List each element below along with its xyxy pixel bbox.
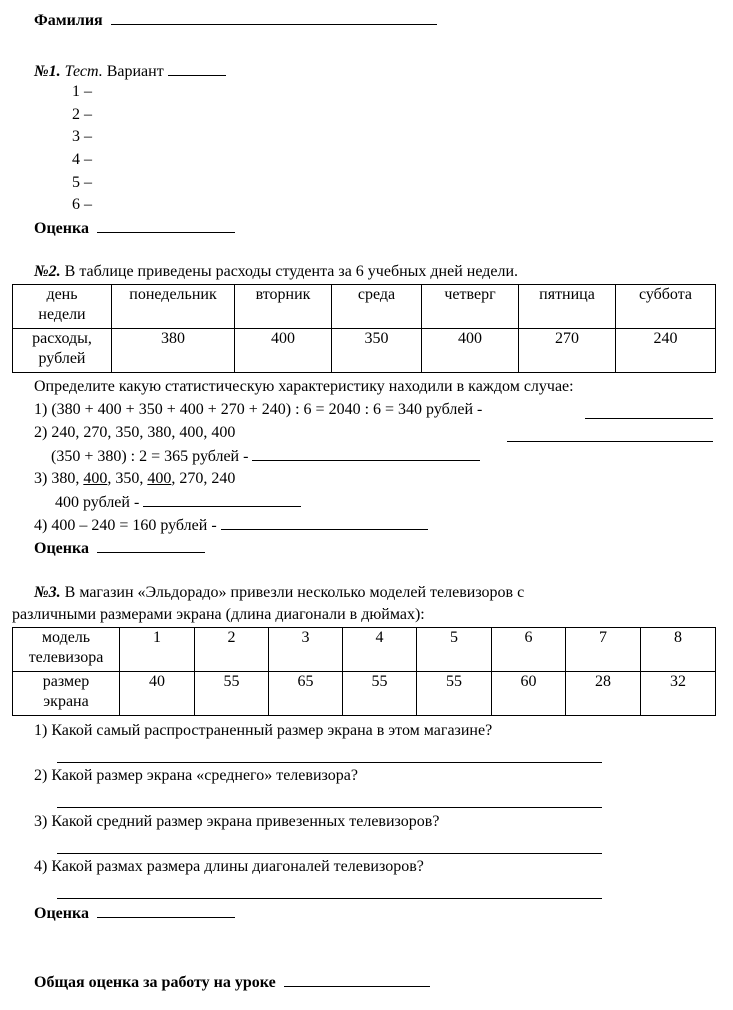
- surname-row: [34, 10, 437, 31]
- task2-intro: В таблице приведены расходы студента за 6 учебных дней недели.: [64, 263, 518, 280]
- task2-line-2: 2) 240, 270, 350, 380, 400, 400: [34, 424, 236, 441]
- overall-grade-row: [34, 972, 430, 993]
- task3-grade-row: [34, 903, 235, 924]
- task2-grade-row: [34, 538, 205, 559]
- task1-item-6: 6 –: [72, 196, 92, 213]
- task3-answer-1-blank[interactable]: [57, 762, 602, 763]
- model-cell-2: 2: [195, 628, 269, 672]
- task3-question-2: 2) Какой размер экрана «среднего» телевизора?: [34, 767, 358, 784]
- model-cell-8: 8: [641, 628, 716, 672]
- task2-answer-4-blank[interactable]: [221, 515, 428, 530]
- task2-answer-2a-blank[interactable]: [507, 441, 713, 442]
- task1-variant-blank[interactable]: [168, 61, 226, 76]
- task1-grade-label: Оценка: [34, 220, 89, 237]
- task2-line-1: 1) (380 + 400 + 350 + 400 + 270 + 240) : 6 = 2040 : 6 = 340 рублей -: [34, 401, 483, 418]
- task2-answer-3-blank[interactable]: [143, 492, 301, 507]
- task3-question-1: 1) Какой самый распространенный размер экрана в этом магазине?: [34, 722, 493, 739]
- task2-heading: [34, 262, 518, 282]
- size-cell-1: 40: [120, 672, 195, 716]
- size-cell-5: 55: [417, 672, 492, 716]
- task3-grade-label: Оценка: [34, 905, 89, 922]
- size-cell-6: 60: [492, 672, 566, 716]
- task1-item-3: 3 –: [72, 128, 92, 145]
- day-cell-wednesday: среда: [332, 285, 422, 329]
- tv-row-header-size: размер экрана: [13, 672, 120, 716]
- value-cell-wednesday: 350: [332, 329, 422, 373]
- task3-question-4: 4) Какой размах размера длины диагоналей телевизоров?: [34, 858, 424, 875]
- task3-answer-3-blank[interactable]: [57, 853, 602, 854]
- day-cell-thursday: четверг: [422, 285, 519, 329]
- expenses-row-header-day: день недели: [13, 285, 112, 329]
- task3-answer-2-blank[interactable]: [57, 807, 602, 808]
- expenses-row-header-amount: расходы, рублей: [13, 329, 112, 373]
- model-cell-7: 7: [566, 628, 641, 672]
- value-cell-monday: 380: [112, 329, 235, 373]
- task1-variant-label: Вариант: [106, 63, 164, 80]
- model-cell-3: 3: [269, 628, 343, 672]
- day-cell-friday: пятница: [519, 285, 616, 329]
- surname-label: Фамилия: [34, 12, 103, 29]
- task3-answer-4-blank[interactable]: [57, 898, 602, 899]
- task2-line-2b: (350 + 380) : 2 = 365 рублей -: [51, 446, 480, 467]
- underlined-value-1: 400: [83, 470, 108, 487]
- surname-blank[interactable]: [111, 10, 437, 25]
- day-cell-saturday: суббота: [616, 285, 716, 329]
- task3-question-3: 3) Какой средний размер экрана привезенных телевизоров?: [34, 813, 440, 830]
- expenses-table: [12, 284, 716, 373]
- task1-item-5: 5 –: [72, 174, 92, 191]
- day-cell-monday: понедельник: [112, 285, 235, 329]
- model-cell-4: 4: [343, 628, 417, 672]
- task1-item-2: 2 –: [72, 106, 92, 123]
- task3-grade-blank[interactable]: [97, 903, 235, 918]
- value-cell-friday: 270: [519, 329, 616, 373]
- task1-item-4: 4 –: [72, 151, 92, 168]
- tv-row-header-model: модель телевизора: [13, 628, 120, 672]
- task1-number: №1.: [34, 63, 61, 80]
- task1-heading: [34, 61, 226, 82]
- model-cell-1: 1: [120, 628, 195, 672]
- task2-line-4: 4) 400 – 240 = 160 рублей -: [34, 515, 428, 536]
- task2-line-3b: 400 рублей -: [55, 492, 301, 513]
- task2-answer-1-blank[interactable]: [585, 418, 713, 419]
- task3-intro-2: различными размерами экрана (длина диагонали в дюймах):: [12, 606, 425, 623]
- task2-answer-2b-blank[interactable]: [252, 446, 480, 461]
- task3-intro-1: В магазин «Эльдорадо» привезли несколько моделей телевизоров с: [64, 584, 525, 601]
- size-cell-3: 65: [269, 672, 343, 716]
- size-cell-4: 55: [343, 672, 417, 716]
- size-cell-7: 28: [566, 672, 641, 716]
- overall-grade-label: Общая оценка за работу на уроке: [34, 974, 276, 991]
- task3-number: №3.: [34, 584, 61, 601]
- model-cell-6: 6: [492, 628, 566, 672]
- day-cell-tuesday: вторник: [235, 285, 332, 329]
- task1-test-word: Тест.: [64, 63, 103, 80]
- overall-grade-blank[interactable]: [284, 972, 430, 987]
- value-cell-tuesday: 400: [235, 329, 332, 373]
- task2-question: Определите какую статистическую характеристику находили в каждом случае:: [34, 378, 574, 395]
- model-cell-5: 5: [417, 628, 492, 672]
- underlined-value-2: 400: [147, 470, 172, 487]
- task1-grade-blank[interactable]: [97, 218, 235, 233]
- value-cell-saturday: 240: [616, 329, 716, 373]
- task1-grade-row: [34, 218, 235, 239]
- task3-heading: [34, 583, 524, 603]
- task2-number: №2.: [34, 263, 61, 280]
- task2-line-3: 3) 380, 400, 350, 400, 270, 240: [34, 470, 236, 487]
- task2-grade-blank[interactable]: [97, 538, 205, 553]
- tv-table: [12, 627, 716, 716]
- task2-grade-label: Оценка: [34, 540, 89, 557]
- size-cell-2: 55: [195, 672, 269, 716]
- value-cell-thursday: 400: [422, 329, 519, 373]
- size-cell-8: 32: [641, 672, 716, 716]
- task1-item-1: 1 –: [72, 83, 92, 100]
